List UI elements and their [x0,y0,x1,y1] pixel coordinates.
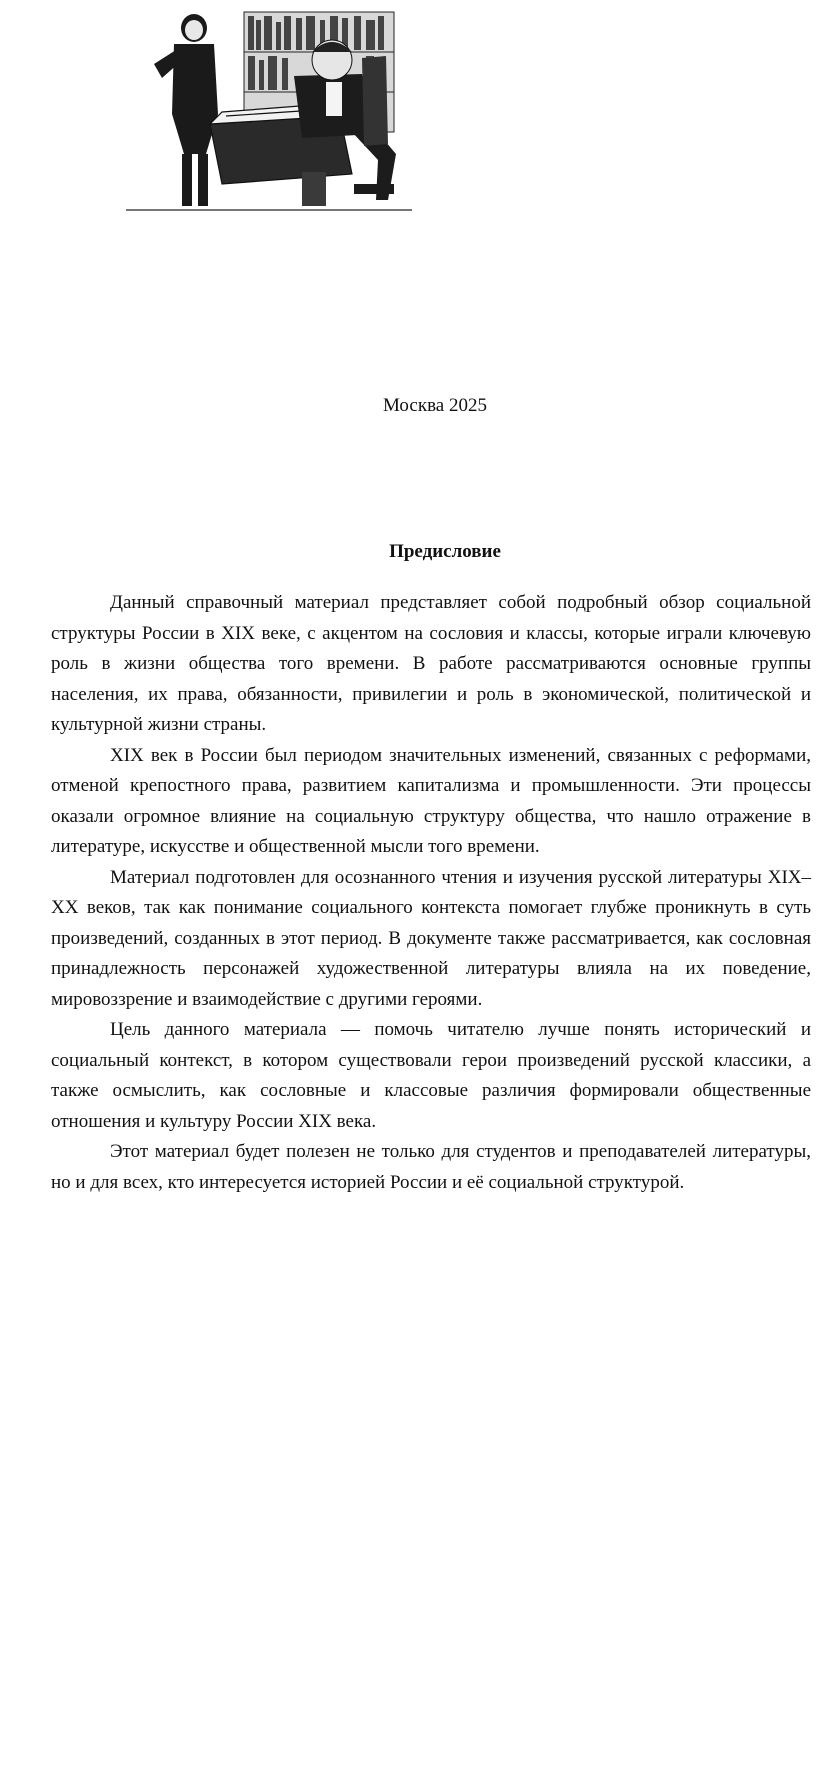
preface-title: Предисловие [389,541,501,562]
preface-paragraph: Цель данного материала — помочь читателю лучше понять исторический и социальный контекст, в котором существовали герои произведений русской классики, а также осмыслить, как сословные и классовые различия формировали общественные отношения и культуру России XIX века. [51,1019,811,1132]
engraving-image [126,4,412,218]
city-year: Москва 2025 [383,395,487,416]
preface-paragraph: XIX век в России был периодом значительных изменений, связанных с реформами, отменой крепостного права, развитием капитализма и промышленности. Эти процессы оказали огромное влияние на социальную структуру общества, что нашло отражение в литературе, искусстве и общественной мысли того времени. [51,744,811,857]
preface-paragraph: Этот материал будет полезен не только для студентов и преподавателей литературы, но и для всех, кто интересуется историей России и её социальной структурой. [51,1141,811,1193]
engraving-illustration [126,4,412,218]
preface-paragraph: Данный справочный материал представляет собой подробный обзор социальной структуры России в XIX веке, с акцентом на сословия и классы, которые играли ключевую роль в жизни общества того времени. В работе рассматриваются основные группы населения, их права, обязанности, привилегии и роль в экономической, политической и культурной жизни страны. [51,592,811,735]
preface-paragraph: Материал подготовлен для осознанного чтения и изучения русской литературы XIX–XX веков, так как понимание социального контекста помогает глубже проникнуть в суть произведений, созданных в этот период. В документе также рассматривается, как сословная принадлежность персонажей художественной литературы влияла на их поведение, мировоззрение и взаимодействие с другими героями. [51,866,811,1010]
preface-body [51,588,811,1198]
